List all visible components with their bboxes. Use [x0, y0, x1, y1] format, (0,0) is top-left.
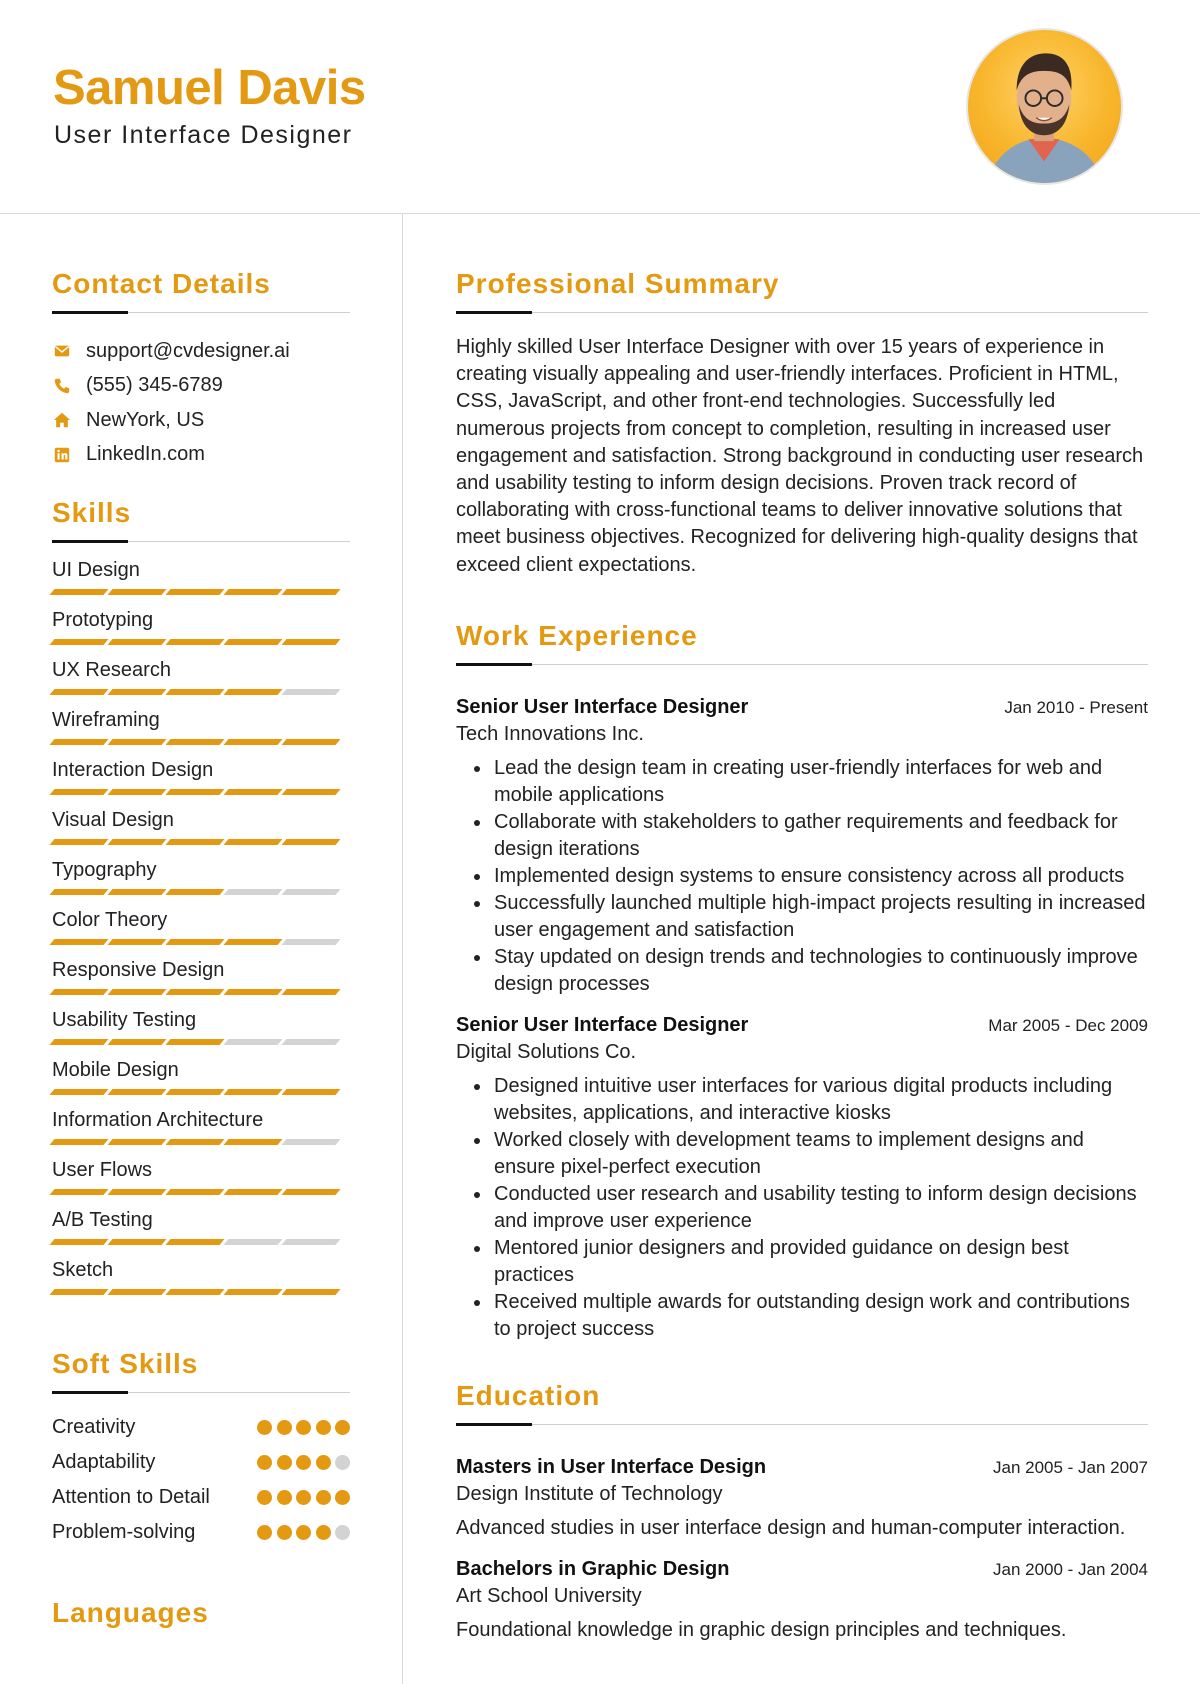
skill-item [52, 907, 350, 957]
skill-rating-bars [52, 939, 350, 945]
skill-rating-bars [52, 1089, 350, 1095]
skill-rating-bars [52, 789, 350, 795]
rating-bar-filled [281, 1089, 340, 1095]
rating-bar-filled [49, 839, 108, 845]
rating-dot-filled [277, 1455, 292, 1470]
skill-item [52, 557, 350, 607]
education-date: Jan 2005 - Jan 2007 [992, 1457, 1148, 1477]
rating-bar-filled [107, 839, 166, 845]
rating-bar-filled [165, 989, 224, 995]
rating-bar-filled [49, 1089, 108, 1095]
summary-text: Highly skilled User Interface Designer with over 15 years of experience in creating visually appealing and user-friendly interfaces. Proficient in HTML, CSS, JavaScript, and other front-end technologies. Successfully led numerous projects from concept to completion, resulting in increased user engagement and satisfaction. Strong background in conducting user research and usability testing to inform design decisions. Proven track record of collaborating with cross-functional teams to deliver innovative solutions that meet business objectives. Recognized for delivering high-quality designs that exceed client expectations. [456, 336, 1144, 576]
soft-skill-rating-dots [253, 1449, 351, 1470]
rating-bar-filled [165, 739, 224, 745]
rating-bar-filled [223, 639, 282, 645]
skill-rating-bars [52, 889, 350, 895]
rating-bar-filled [223, 939, 282, 945]
rating-bar-filled [165, 889, 224, 895]
rating-dot-filled [335, 1490, 350, 1505]
soft-skill-rating-dots [253, 1414, 351, 1435]
rating-bar-filled [49, 789, 108, 795]
rating-bar-filled [107, 1089, 166, 1095]
rating-bar-filled [281, 1289, 340, 1295]
rating-bar-filled [107, 1139, 166, 1145]
contact-linkedin[interactable] [52, 438, 350, 473]
rating-bar-filled [165, 1239, 224, 1245]
rating-dot-filled [257, 1455, 272, 1470]
skills-section-title: Skills [52, 497, 132, 528]
section-rule [456, 663, 1148, 666]
section-rule [52, 311, 350, 314]
rating-bar-filled [49, 1289, 108, 1295]
contact-section-title: Contact Details [52, 268, 271, 299]
rating-bar-filled [107, 739, 166, 745]
skill-item [52, 1107, 350, 1157]
skill-name: User Flows [52, 1159, 153, 1181]
rating-bar-empty [223, 1239, 282, 1245]
skill-item [52, 707, 350, 757]
contact-email-text: support@cvdesigner.ai [86, 339, 290, 362]
rating-bar-filled [49, 989, 108, 995]
rating-bar-filled [223, 739, 282, 745]
rating-dot-filled [316, 1420, 331, 1435]
rating-bar-filled [223, 839, 282, 845]
job-bullet: Designed intuitive user interfaces for various digital products including websites, applications, and interactive kiosks [494, 1073, 1148, 1127]
skill-rating-bars [52, 989, 350, 995]
rating-bar-empty [281, 1139, 340, 1145]
job-company: Tech Innovations Inc. [456, 722, 644, 745]
rating-bar-filled [165, 789, 224, 795]
rating-dot-empty [335, 1455, 350, 1470]
job-entry [456, 694, 1148, 998]
experience-section [456, 619, 1148, 1343]
rating-bar-empty [281, 1239, 340, 1245]
jobs-list [456, 694, 1148, 1343]
education-school: Design Institute of Technology [456, 1482, 723, 1505]
soft-skill-item [52, 1484, 350, 1511]
rating-bar-filled [165, 939, 224, 945]
rating-bar-filled [49, 639, 108, 645]
skill-name: Sketch [52, 1259, 114, 1281]
skill-name: Typography [52, 859, 157, 881]
contact-location [52, 403, 350, 438]
skill-rating-bars [52, 839, 350, 845]
skill-name: Responsive Design [52, 959, 225, 981]
soft-skills-list [52, 1414, 350, 1546]
profile-portrait-illustration [968, 30, 1121, 183]
skill-rating-bars [52, 1289, 350, 1295]
skill-name: Wireframing [52, 709, 160, 731]
skill-rating-bars [52, 639, 350, 645]
section-rule [52, 1391, 350, 1394]
envelope-icon [52, 341, 72, 361]
rating-bar-filled [49, 939, 108, 945]
rating-bar-filled [49, 589, 108, 595]
rating-bar-filled [107, 689, 166, 695]
job-bullet: Successfully launched multiple high-impact projects resulting in increased user engagement and satisfaction [494, 890, 1148, 944]
languages-section-title: Languages [52, 1597, 209, 1628]
skill-name: UX Research [52, 659, 171, 681]
rating-dot-filled [257, 1490, 272, 1505]
soft-skill-rating-dots [253, 1484, 351, 1505]
rating-bar-filled [107, 789, 166, 795]
soft-skill-item [52, 1519, 350, 1546]
rating-bar-filled [165, 689, 224, 695]
contact-phone-text: (555) 345-6789 [86, 374, 223, 397]
rating-dot-filled [316, 1455, 331, 1470]
rating-dot-filled [316, 1490, 331, 1505]
skill-item [52, 657, 350, 707]
rating-bar-filled [107, 589, 166, 595]
rating-dot-filled [296, 1525, 311, 1540]
rating-dot-empty [335, 1525, 350, 1540]
rating-bar-filled [223, 989, 282, 995]
rating-dot-filled [277, 1420, 292, 1435]
rating-dot-filled [277, 1525, 292, 1540]
section-rule [456, 311, 1148, 314]
rating-dot-filled [296, 1420, 311, 1435]
education-degree: Masters in User Interface Design [456, 1455, 767, 1478]
rating-bar-filled [281, 839, 340, 845]
skill-name: Visual Design [52, 809, 174, 831]
skill-name: Usability Testing [52, 1009, 197, 1031]
rating-bar-filled [49, 689, 108, 695]
rating-bar-filled [49, 1239, 108, 1245]
job-company: Digital Solutions Co. [456, 1040, 637, 1063]
rating-dot-filled [257, 1420, 272, 1435]
contact-phone[interactable] [52, 369, 350, 404]
rating-bar-filled [165, 839, 224, 845]
skill-item [52, 1157, 350, 1207]
soft-skill-item [52, 1449, 350, 1476]
skill-name: Interaction Design [52, 759, 214, 781]
summary-section-title: Professional Summary [456, 268, 780, 299]
education-description: Advanced studies in user interface design and human-computer interaction. [456, 1516, 1126, 1539]
rating-bar-filled [165, 589, 224, 595]
education-degree: Bachelors in Graphic Design [456, 1557, 730, 1580]
job-entry [456, 1012, 1148, 1343]
rating-bar-filled [223, 1139, 282, 1145]
phone-icon [52, 376, 72, 396]
rating-bar-filled [165, 1089, 224, 1095]
rating-dot-filled [316, 1525, 331, 1540]
skill-rating-bars [52, 1239, 350, 1245]
skill-rating-bars [52, 589, 350, 595]
rating-bar-filled [223, 1089, 282, 1095]
rating-bar-filled [223, 1289, 282, 1295]
rating-bar-empty [223, 889, 282, 895]
job-bullet: Implemented design systems to ensure consistency across all products [494, 863, 1148, 890]
job-header [456, 1012, 1148, 1039]
skill-rating-bars [52, 1139, 350, 1145]
skill-item [52, 807, 350, 857]
rating-bar-empty [281, 1039, 340, 1045]
rating-bar-empty [281, 939, 340, 945]
summary-section [456, 267, 1148, 579]
rating-bar-filled [49, 889, 108, 895]
soft-skills-section-title: Soft Skills [52, 1348, 199, 1379]
linkedin-icon [52, 445, 72, 465]
rating-bar-filled [49, 1139, 108, 1145]
rating-dot-filled [296, 1455, 311, 1470]
skill-rating-bars [52, 1189, 350, 1195]
rating-bar-filled [107, 989, 166, 995]
job-bullet: Received multiple awards for outstanding design work and contributions to project success [494, 1289, 1148, 1343]
education-header [456, 1454, 1148, 1481]
rating-bar-filled [165, 1289, 224, 1295]
rating-bar-filled [107, 1039, 166, 1045]
soft-skill-rating-dots [253, 1519, 351, 1540]
column-divider [402, 214, 403, 1684]
section-rule [456, 1423, 1148, 1426]
skill-item [52, 757, 350, 807]
languages-section [52, 1596, 350, 1630]
rating-dot-filled [257, 1525, 272, 1540]
skill-item [52, 607, 350, 657]
education-list [456, 1454, 1148, 1644]
candidate-name: Samuel Davis [53, 61, 366, 115]
rating-bar-filled [107, 1189, 166, 1195]
skill-item [52, 957, 350, 1007]
education-entry [456, 1454, 1148, 1542]
soft-skill-name: Attention to Detail [52, 1486, 210, 1508]
rating-bar-filled [165, 1189, 224, 1195]
rating-dot-filled [296, 1490, 311, 1505]
education-section [456, 1379, 1148, 1644]
rating-bar-filled [107, 639, 166, 645]
job-date: Mar 2005 - Dec 2009 [988, 1015, 1148, 1035]
rating-bar-filled [281, 739, 340, 745]
rating-bar-filled [49, 1189, 108, 1195]
rating-bar-filled [165, 639, 224, 645]
soft-skill-name: Problem-solving [52, 1521, 196, 1543]
skill-name: Information Architecture [52, 1109, 264, 1131]
job-bullet: Conducted user research and usability testing to inform design decisions and improve user experience [494, 1181, 1148, 1235]
job-bullet: Mentored junior designers and provided guidance on design best practices [494, 1235, 1148, 1289]
rating-bar-empty [223, 1039, 282, 1045]
skill-name: Prototyping [52, 609, 154, 631]
soft-skill-name: Creativity [52, 1416, 136, 1438]
skill-name: Color Theory [52, 909, 168, 931]
education-section-title: Education [456, 1379, 601, 1411]
rating-bar-filled [49, 739, 108, 745]
education-header [456, 1556, 1148, 1583]
sidebar-column [52, 214, 350, 1630]
home-icon [52, 410, 72, 430]
rating-bar-filled [223, 789, 282, 795]
rating-bar-filled [281, 639, 340, 645]
rating-bar-filled [281, 989, 340, 995]
main-column [456, 214, 1148, 1658]
contact-location-text: NewYork, US [86, 408, 205, 431]
rating-dot-filled [335, 1420, 350, 1435]
rating-bar-empty [281, 889, 340, 895]
rating-bar-filled [165, 1139, 224, 1145]
education-school: Art School University [456, 1584, 642, 1607]
section-rule [52, 540, 350, 543]
skill-name: Mobile Design [52, 1059, 179, 1081]
profile-photo [966, 28, 1123, 185]
contact-email[interactable] [52, 334, 350, 369]
rating-bar-filled [107, 939, 166, 945]
job-role: Senior User Interface Designer [456, 1013, 749, 1036]
job-bullet: Worked closely with development teams to implement designs and ensure pixel-perfect execution [494, 1127, 1148, 1181]
education-date: Jan 2000 - Jan 2004 [992, 1559, 1148, 1579]
job-bullet: Lead the design team in creating user-friendly interfaces for web and mobile applications [494, 755, 1148, 809]
job-bullets [456, 1073, 1148, 1343]
contact-linkedin-text: LinkedIn.com [86, 443, 205, 466]
soft-skill-name: Adaptability [52, 1451, 156, 1473]
rating-bar-filled [107, 1289, 166, 1295]
rating-bar-filled [223, 1189, 282, 1195]
job-bullet: Stay updated on design trends and technologies to continuously improve design processes [494, 944, 1148, 998]
soft-skill-item [52, 1414, 350, 1441]
experience-section-title: Work Experience [456, 619, 698, 651]
education-description: Foundational knowledge in graphic design principles and techniques. [456, 1618, 1067, 1641]
skill-item [52, 1257, 350, 1307]
rating-bar-filled [107, 1239, 166, 1245]
education-entry [456, 1556, 1148, 1644]
rating-bar-filled [223, 589, 282, 595]
skill-name: A/B Testing [52, 1209, 153, 1231]
job-bullets [456, 755, 1148, 998]
skill-item [52, 1007, 350, 1057]
rating-bar-empty [281, 689, 340, 695]
skill-name: UI Design [52, 559, 140, 581]
resume-header [0, 0, 1200, 214]
rating-bar-filled [223, 689, 282, 695]
job-header [456, 694, 1148, 721]
rating-dot-filled [277, 1490, 292, 1505]
job-role: Senior User Interface Designer [456, 695, 749, 718]
skill-item [52, 1207, 350, 1257]
rating-bar-filled [281, 1189, 340, 1195]
skills-section [52, 496, 350, 1307]
job-bullet: Collaborate with stakeholders to gather requirements and feedback for design iterations [494, 809, 1148, 863]
rating-bar-filled [281, 789, 340, 795]
rating-bar-filled [107, 889, 166, 895]
skill-rating-bars [52, 1039, 350, 1045]
candidate-title: User Interface Designer [54, 121, 353, 149]
job-date: Jan 2010 - Present [1004, 697, 1148, 717]
rating-bar-filled [281, 589, 340, 595]
skill-item [52, 857, 350, 907]
skill-rating-bars [52, 739, 350, 745]
skill-item [52, 1057, 350, 1107]
contact-section [52, 267, 350, 472]
rating-bar-filled [49, 1039, 108, 1045]
soft-skills-section [52, 1347, 350, 1546]
rating-bar-filled [165, 1039, 224, 1045]
skill-rating-bars [52, 689, 350, 695]
skills-list [52, 557, 350, 1307]
